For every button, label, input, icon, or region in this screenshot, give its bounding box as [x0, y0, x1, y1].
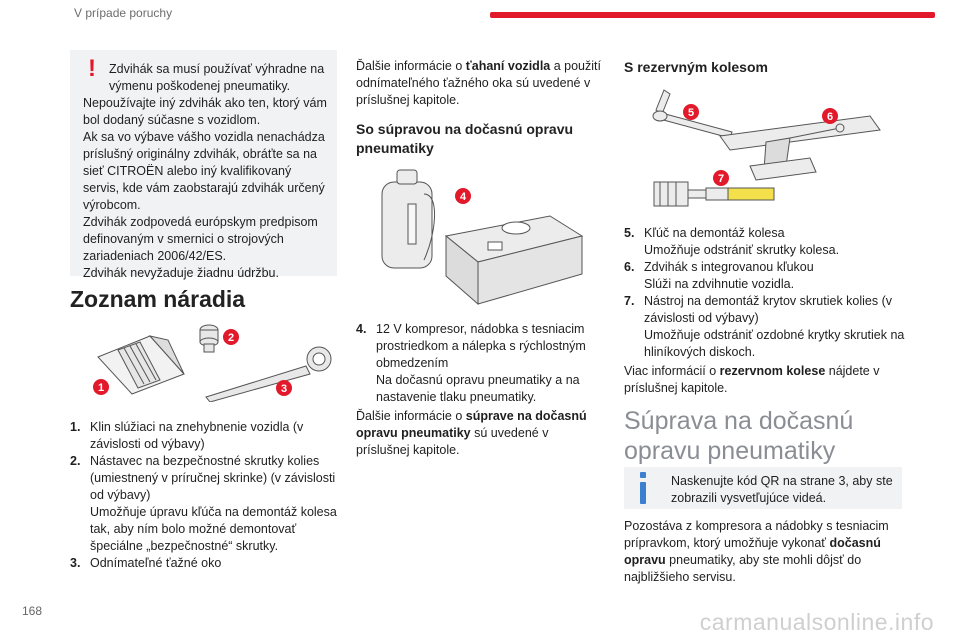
item-number: 7.	[624, 294, 635, 308]
item-detail: Slúži na zdvihnutie vozidla.	[644, 277, 795, 291]
item-text: Zdvihák s integrovanou kľukou	[644, 260, 814, 274]
item-text: Odnímateľné ťažné oko	[90, 556, 222, 570]
item-number: 5.	[624, 226, 635, 240]
security-bolt-socket-drawing	[200, 325, 218, 352]
info-box	[624, 467, 902, 509]
warning-exclamation-icon: !	[88, 55, 96, 82]
item-text: Nástavec na bezpečnostné skrutky kolies (umiestnený v príručnej skrinke) (v závislosti od výbavy)	[90, 454, 336, 502]
callout-7-label: 7	[717, 173, 725, 185]
item-text: Klin slúžiaci na znehybnenie vozidla (v závislosti od výbavy)	[90, 420, 304, 451]
bolt-cover-tool-drawing	[654, 182, 774, 206]
item-number: 1.	[70, 420, 81, 434]
info-icon	[640, 472, 646, 504]
callout-4-label: 4	[459, 191, 467, 203]
item-text: Nástroj na demontáž krytov skrutiek kolies (v závislosti od výbavy)	[644, 294, 893, 325]
callout-5-label: 5	[687, 107, 695, 119]
spare-wheel-heading: S rezervným kolesom	[624, 59, 768, 75]
item-detail: Umožňuje odstrániť skrutky kolesa.	[644, 243, 840, 257]
kit-desc-bold: dočasnú opravu	[624, 536, 881, 567]
list-item	[356, 321, 601, 406]
towing-paragraph: Ďalšie informácie o ťahaní vozidla a použití odnímateľného ťažného oka sú uvedené v príslušnej kapitole.	[356, 59, 601, 107]
kit-heading: So súpravou na dočasnú opravu pneumatiky	[356, 121, 574, 156]
spare-link-text: rezervnom kolese	[719, 364, 826, 378]
wheel-chock-drawing	[98, 336, 184, 394]
tools-list	[70, 419, 338, 572]
spare-wheel-tools-illustration	[640, 86, 902, 216]
item-number: 4.	[356, 322, 367, 336]
callout-3-label: 3	[280, 383, 288, 395]
item-number: 6.	[624, 260, 635, 274]
kit-link-text: súprave na dočasnú opravu pneumatiky	[356, 409, 587, 440]
towing-link-text: ťahaní vozidla	[465, 59, 551, 73]
kit-more-paragraph: Ďalšie informácie o súprave na dočasnú opravu pneumatiky sú uvedené v príslušnej kapitole.	[356, 409, 587, 457]
item-number: 3.	[70, 556, 81, 570]
warning-line: Zdvihák nevyžaduje žiadnu údržbu.	[83, 266, 279, 280]
warning-box	[70, 50, 337, 280]
sealant-bottle-drawing	[382, 170, 435, 268]
page-number: 168	[22, 604, 43, 618]
warning-line: Zdvihák zodpovedá európskym predpisom definovaným v smernici o strojových zariadeniach 2006/42/ES.	[83, 215, 318, 263]
list-item	[624, 293, 909, 361]
kit-list	[356, 321, 601, 406]
item-detail: Na dočasnú opravu pneumatiky a na nastavenie tlaku pneumatiky.	[376, 373, 580, 404]
callout-2-label: 2	[227, 332, 235, 344]
towing-eye-drawing	[206, 347, 331, 402]
info-text: Naskenujte kód QR na strane 3, aby ste zobrazili vysvetľujúce videá.	[671, 474, 893, 505]
item-text: Kľúč na demontáž kolesa	[644, 226, 785, 240]
repair-kit-title: Súprava na dočasnú opravu pneumatiky	[624, 407, 854, 465]
item-number: 2.	[70, 454, 81, 468]
warning-line: Nepoužívajte iný zdvihák ako ten, ktorý vám bol dodaný súčasne s vozidlom.	[83, 96, 327, 127]
watermark: carmanualsonline.info	[699, 609, 934, 635]
callout-1-label: 1	[97, 382, 105, 394]
warning-line: Ak sa vo výbave vášho vozidla nenachádza príslušný originálny zdvihák, obráťte sa na sieť CITROËN alebo iný kvalifikovaný servis, kde vám zaobstarajú zdvihák určený výrobcom.	[83, 130, 325, 212]
list-item	[624, 225, 909, 259]
list-item	[70, 555, 338, 572]
compressor-drawing	[446, 216, 582, 304]
spare-more-paragraph: Viac informácií o rezervnom kolese nájdete v príslušnej kapitole.	[624, 364, 880, 395]
callout-6-label: 6	[826, 111, 834, 123]
running-header: V prípade poruchy	[74, 6, 173, 20]
list-item	[624, 259, 909, 293]
list-item	[70, 453, 338, 555]
jack-drawing	[720, 116, 880, 180]
item-detail: Umožňuje úpravu kľúča na demontáž kolesa tak, aby ním bolo možné demontovať špeciálne „bezpečnostné“ skrutky.	[90, 505, 337, 553]
kit-description-paragraph: Pozostáva z kompresora a nádobky s tesniacim prípravkom, ktorý umožňuje vykonať dočasnú opravu pneumatiky, aby ste mohli dôjsť do najbližšieho servisu.	[624, 519, 889, 584]
warning-line: Zdvihák sa musí používať výhradne na výmenu poškodenej pneumatiky.	[109, 62, 325, 93]
item-detail: Umožňuje odstrániť ozdobné krytky skrutiek na hliníkových diskoch.	[644, 328, 905, 359]
repair-kit-illustration	[370, 164, 592, 316]
tools-illustration	[88, 322, 338, 402]
tools-section-title: Zoznam náradia	[70, 286, 246, 312]
spare-wheel-list	[624, 225, 909, 361]
list-item	[70, 419, 338, 453]
header-accent-bar	[490, 12, 935, 18]
item-text: 12 V kompresor, nádobka s tesniacim prostriedkom a nálepka s rýchlostným obmedzením	[376, 322, 586, 370]
